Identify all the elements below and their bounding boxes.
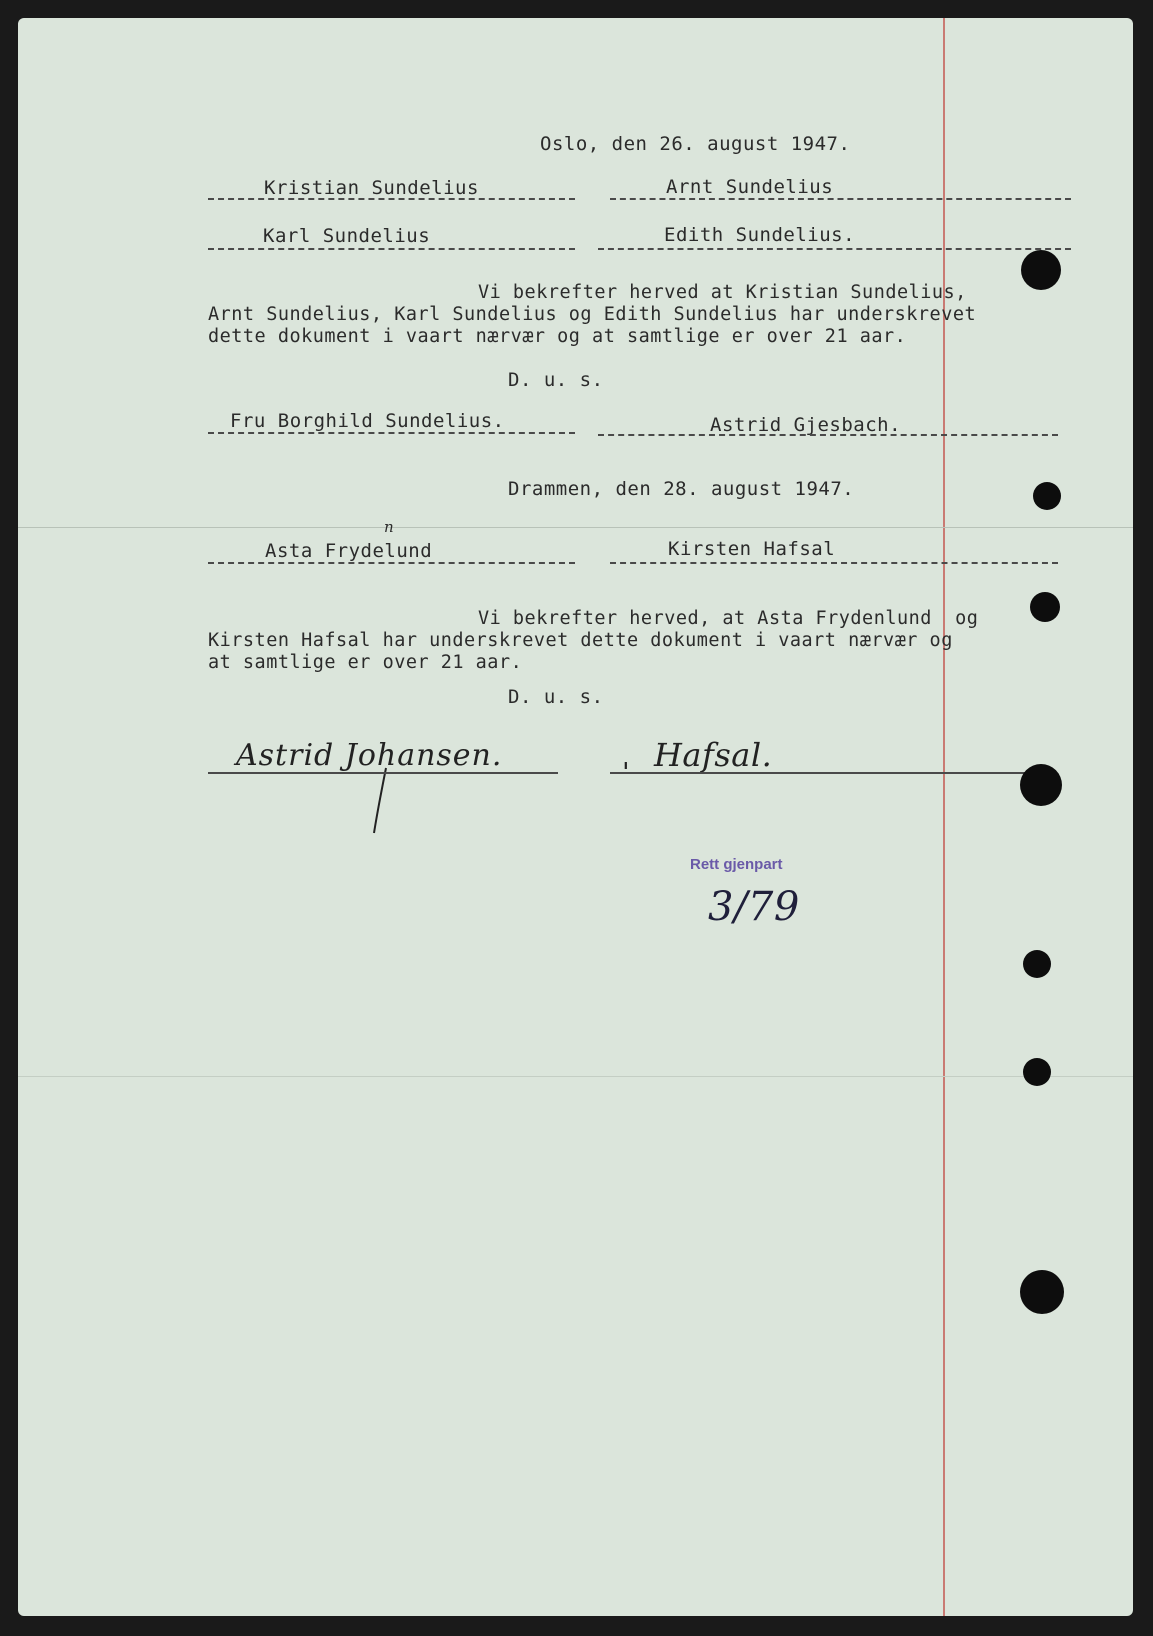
punch-hole [1020,764,1062,806]
signature-line [610,772,1050,774]
paragraph-2-line-1: Vi bekrefter herved, at Asta Frydenlund og [478,608,979,629]
fold-line [18,527,1133,528]
handwritten-correction: n [384,518,395,536]
signature-line [598,248,1071,250]
signature-karl: Karl Sundelius [263,225,431,247]
paragraph-1-line-1: Vi bekrefter herved at Kristian Sundelius, [478,282,967,303]
stamp-initials: 3/79 [708,884,800,930]
punch-hole [1030,592,1060,622]
punch-hole [1023,1058,1051,1086]
signature-line [610,562,1058,564]
signature-line [610,198,1071,200]
signature-flourish [368,758,408,838]
witness-borghild: Fru Borghild Sundelius. [230,410,505,432]
red-margin-line [943,18,945,1616]
punch-hole [1033,482,1061,510]
signature-kristian: Kristian Sundelius [264,177,479,199]
paragraph-1-line-2: Arnt Sundelius, Karl Sundelius og Edith Sundelius har underskrevet [208,304,977,325]
signature-line [598,434,1058,436]
signature-kirsten: Kirsten Hafsal [668,538,836,560]
fold-line-lower [18,1076,1133,1077]
signature-asta: Asta Frydelund [265,540,433,562]
signature-edith: Edith Sundelius. [664,224,856,246]
signature-line [208,198,575,200]
dus-1: D. u. s. [508,369,604,391]
paragraph-1-line-3: dette dokument i vaart nærvær og at samtlige er over 21 aar. [208,326,907,347]
handwritten-signature-astrid-johansen: Astrid Johansen. [236,738,503,773]
oslo-date: Oslo, den 26. august 1947. [540,133,851,155]
punch-hole [1021,250,1061,290]
drammen-date: Drammen, den 28. august 1947. [508,478,855,500]
paragraph-2-line-2: Kirsten Hafsal har underskrevet dette dokument i vaart nærvær og [208,630,953,651]
witness-astrid-gjesbach: Astrid Gjesbach. [710,414,902,436]
signature-line [208,562,575,564]
handwritten-signature-hafsal: Hafsal. [654,736,773,774]
punch-hole [1020,1270,1064,1314]
paragraph-2-line-3: at samtlige er over 21 aar. [208,652,523,673]
tick-mark: ' [618,758,635,788]
punch-hole [1023,950,1051,978]
signature-line [208,432,575,434]
document-page [18,18,1133,1616]
signature-line [208,772,558,774]
dus-2: D. u. s. [508,686,604,708]
stamp-rett-gjenpart: Rett gjenpart [690,856,783,873]
signature-arnt: Arnt Sundelius [666,176,834,198]
signature-line [208,248,575,250]
